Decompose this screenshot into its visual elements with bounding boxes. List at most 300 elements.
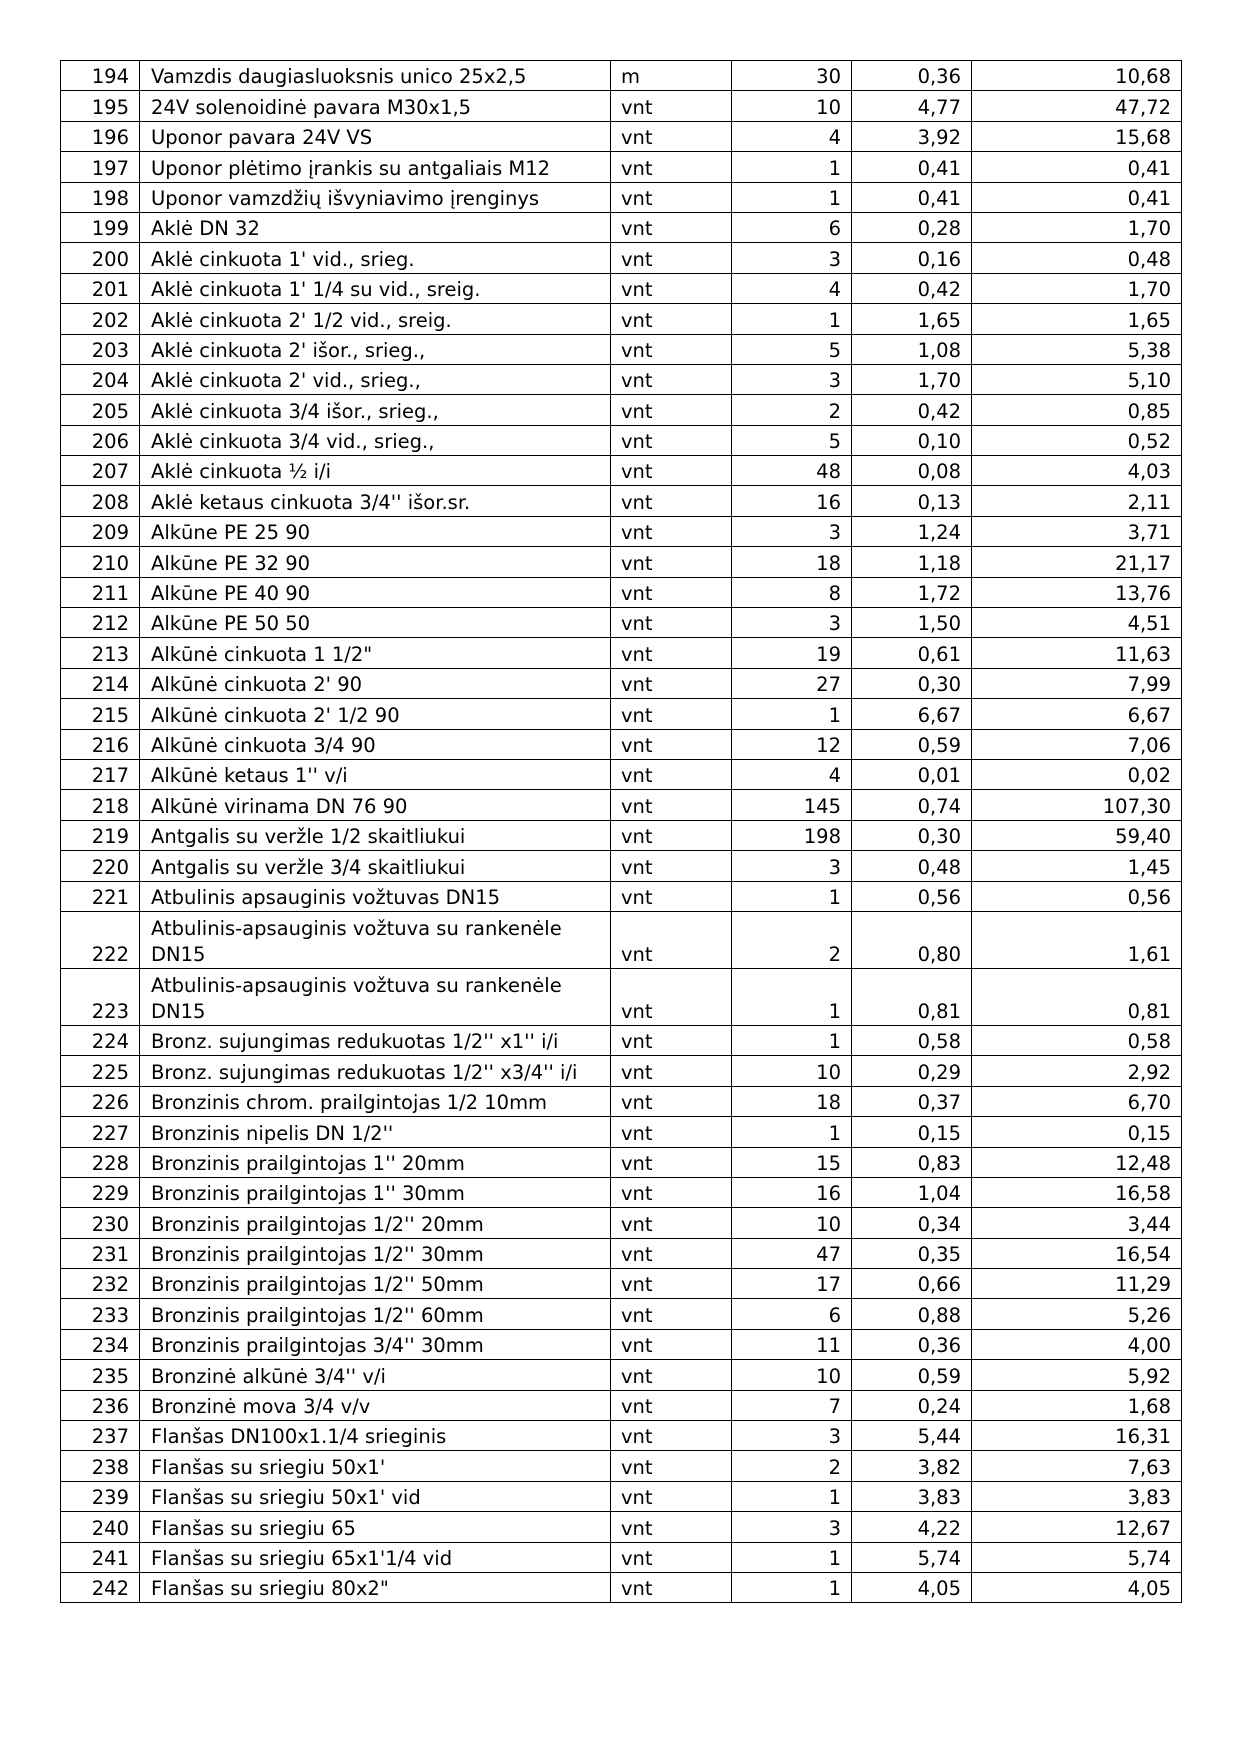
table-row [61,486,1182,516]
quantity-cell: 8 [732,577,852,607]
unit-cell: vnt [611,1056,732,1086]
quantity-cell: 4 [732,273,852,303]
row-number-cell: 209 [61,516,140,546]
unit-price-cell: 1,08 [852,334,972,364]
row-number-cell: 242 [61,1572,140,1602]
unit-cell: vnt [611,1117,732,1147]
total-cell: 3,44 [972,1208,1182,1238]
unit-cell: vnt [611,699,732,729]
unit-cell: vnt [611,547,732,577]
item-name-cell: Alkūnė cinkuota 2' 90 [140,668,611,698]
item-name-cell: Alkūnė cinkuota 1 1/2" [140,638,611,668]
row-number-cell: 201 [61,273,140,303]
item-name-cell: Antgalis su veržle 1/2 skaitliukui [140,820,611,850]
quantity-cell: 16 [732,486,852,516]
unit-price-cell: 0,36 [852,61,972,91]
item-name-cell: Aklė cinkuota 3/4 išor., srieg., [140,395,611,425]
quantity-cell: 1 [732,1542,852,1572]
unit-cell: vnt [611,1512,732,1542]
row-number-cell: 227 [61,1117,140,1147]
unit-price-cell: 0,41 [852,152,972,182]
table-row [61,1208,1182,1238]
unit-price-cell: 0,59 [852,1360,972,1390]
unit-cell: vnt [611,1147,732,1177]
quantity-cell: 1 [732,1481,852,1511]
quantity-cell: 1 [732,1025,852,1055]
item-name-cell: Antgalis su veržle 3/4 skaitliukui [140,851,611,881]
quantity-cell: 10 [732,1360,852,1390]
unit-cell: vnt [611,304,732,334]
unit-cell: vnt [611,968,732,1025]
item-name-cell: Bronzinis prailgintojas 3/4'' 30mm [140,1329,611,1359]
table-row [61,699,1182,729]
table-row [61,577,1182,607]
item-name-cell: Alkūnė ketaus 1'' v/i [140,759,611,789]
unit-cell: vnt [611,1025,732,1055]
row-number-cell: 236 [61,1390,140,1420]
unit-price-cell: 1,24 [852,516,972,546]
row-number-cell: 225 [61,1056,140,1086]
table-row [61,1025,1182,1055]
table-row [61,1056,1182,1086]
table-row [61,668,1182,698]
unit-cell: vnt [611,243,732,273]
item-name-cell: Bronzinis prailgintojas 1/2'' 50mm [140,1269,611,1299]
table-row [61,547,1182,577]
unit-cell: vnt [611,1299,732,1329]
quantity-cell: 48 [732,456,852,486]
row-number-cell: 232 [61,1269,140,1299]
quantity-cell: 5 [732,425,852,455]
unit-price-cell: 0,41 [852,182,972,212]
row-number-cell: 203 [61,334,140,364]
table-row [61,1390,1182,1420]
unit-cell: vnt [611,425,732,455]
quantity-cell: 6 [732,1299,852,1329]
item-name-cell: Flanšas DN100x1.1/4 srieginis [140,1421,611,1451]
row-number-cell: 198 [61,182,140,212]
table-row [61,1329,1182,1359]
unit-cell: vnt [611,1086,732,1116]
quantity-cell: 1 [732,1117,852,1147]
row-number-cell: 216 [61,729,140,759]
quantity-cell: 11 [732,1329,852,1359]
unit-cell: vnt [611,881,732,911]
total-cell: 0,41 [972,182,1182,212]
unit-price-cell: 0,30 [852,668,972,698]
quantity-cell: 1 [732,699,852,729]
unit-cell: vnt [611,486,732,516]
table-row [61,243,1182,273]
total-cell: 5,10 [972,364,1182,394]
quantity-cell: 18 [732,1086,852,1116]
unit-price-cell: 0,34 [852,1208,972,1238]
quantity-cell: 1 [732,304,852,334]
unit-cell: vnt [611,1208,732,1238]
item-name-cell: Atbulinis apsauginis vožtuvas DN15 [140,881,611,911]
item-name-cell: 24V solenoidinė pavara M30x1,5 [140,91,611,121]
total-cell: 21,17 [972,547,1182,577]
unit-cell: vnt [611,1269,732,1299]
item-name-cell: Aklė cinkuota 1' 1/4 su vid., sreig. [140,273,611,303]
unit-price-cell: 5,74 [852,1542,972,1572]
total-cell: 1,65 [972,304,1182,334]
item-name-cell: Aklė cinkuota 2' išor., srieg., [140,334,611,364]
row-number-cell: 223 [61,968,140,1025]
total-cell: 1,70 [972,212,1182,242]
table-row [61,759,1182,789]
item-name-cell: Vamzdis daugiasluoksnis unico 25x2,5 [140,61,611,91]
total-cell: 6,70 [972,1086,1182,1116]
total-cell: 4,03 [972,456,1182,486]
item-name-cell: Aklė cinkuota ½ i/i [140,456,611,486]
row-number-cell: 194 [61,61,140,91]
table-row [61,608,1182,638]
row-number-cell: 224 [61,1025,140,1055]
total-cell: 10,68 [972,61,1182,91]
unit-cell: vnt [611,668,732,698]
table-row [61,1086,1182,1116]
unit-cell: vnt [611,1329,732,1359]
table-row [61,820,1182,850]
total-cell: 6,67 [972,699,1182,729]
items-table-body [61,61,1182,1603]
table-row [61,516,1182,546]
row-number-cell: 206 [61,425,140,455]
total-cell: 3,71 [972,516,1182,546]
row-number-cell: 205 [61,395,140,425]
unit-cell: vnt [611,334,732,364]
table-row [61,121,1182,151]
row-number-cell: 214 [61,668,140,698]
table-row [61,729,1182,759]
total-cell: 1,45 [972,851,1182,881]
table-row [61,911,1182,968]
item-name-cell: Aklė cinkuota 2' 1/2 vid., sreig. [140,304,611,334]
unit-cell: vnt [611,1542,732,1572]
table-row [61,91,1182,121]
unit-cell: vnt [611,1481,732,1511]
table-row [61,182,1182,212]
quantity-cell: 3 [732,243,852,273]
total-cell: 16,54 [972,1238,1182,1268]
unit-cell: vnt [611,820,732,850]
item-name-cell: Aklė DN 32 [140,212,611,242]
row-number-cell: 237 [61,1421,140,1451]
unit-price-cell: 0,13 [852,486,972,516]
table-row [61,851,1182,881]
row-number-cell: 238 [61,1451,140,1481]
quantity-cell: 27 [732,668,852,698]
unit-price-cell: 0,29 [852,1056,972,1086]
unit-price-cell: 0,36 [852,1329,972,1359]
unit-cell: vnt [611,364,732,394]
total-cell: 0,41 [972,152,1182,182]
item-name-cell: Atbulinis-apsauginis vožtuva su rankenėle DN15 [140,911,611,968]
quantity-cell: 3 [732,516,852,546]
unit-cell: vnt [611,1177,732,1207]
total-cell: 5,38 [972,334,1182,364]
table-row [61,1147,1182,1177]
unit-cell: vnt [611,273,732,303]
quantity-cell: 198 [732,820,852,850]
unit-cell: vnt [611,911,732,968]
item-name-cell: Bronzinis prailgintojas 1/2'' 60mm [140,1299,611,1329]
unit-cell: vnt [611,1451,732,1481]
row-number-cell: 200 [61,243,140,273]
quantity-cell: 3 [732,1512,852,1542]
unit-price-cell: 0,10 [852,425,972,455]
table-row [61,1451,1182,1481]
item-name-cell: Bronzinis prailgintojas 1'' 20mm [140,1147,611,1177]
unit-cell: vnt [611,212,732,242]
row-number-cell: 204 [61,364,140,394]
unit-price-cell: 0,80 [852,911,972,968]
unit-price-cell: 0,01 [852,759,972,789]
row-number-cell: 222 [61,911,140,968]
table-row [61,790,1182,820]
quantity-cell: 2 [732,1451,852,1481]
unit-cell: vnt [611,790,732,820]
row-number-cell: 228 [61,1147,140,1177]
total-cell: 4,51 [972,608,1182,638]
unit-cell: vnt [611,759,732,789]
total-cell: 3,83 [972,1481,1182,1511]
quantity-cell: 7 [732,1390,852,1420]
total-cell: 1,68 [972,1390,1182,1420]
row-number-cell: 221 [61,881,140,911]
row-number-cell: 218 [61,790,140,820]
unit-cell: vnt [611,395,732,425]
table-row [61,364,1182,394]
unit-price-cell: 0,66 [852,1269,972,1299]
table-row [61,1572,1182,1602]
row-number-cell: 196 [61,121,140,151]
row-number-cell: 220 [61,851,140,881]
quantity-cell: 4 [732,759,852,789]
table-row [61,1117,1182,1147]
row-number-cell: 211 [61,577,140,607]
unit-price-cell: 1,72 [852,577,972,607]
unit-cell: vnt [611,516,732,546]
row-number-cell: 235 [61,1360,140,1390]
unit-price-cell: 0,08 [852,456,972,486]
unit-cell: m [611,61,732,91]
row-number-cell: 207 [61,456,140,486]
table-row [61,212,1182,242]
unit-price-cell: 3,83 [852,1481,972,1511]
unit-cell: vnt [611,1572,732,1602]
table-row [61,61,1182,91]
total-cell: 0,02 [972,759,1182,789]
unit-cell: vnt [611,638,732,668]
table-row [61,638,1182,668]
unit-price-cell: 0,48 [852,851,972,881]
total-cell: 12,67 [972,1512,1182,1542]
unit-cell: vnt [611,91,732,121]
quantity-cell: 12 [732,729,852,759]
unit-price-cell: 0,16 [852,243,972,273]
table-row [61,1421,1182,1451]
unit-price-cell: 4,05 [852,1572,972,1602]
row-number-cell: 239 [61,1481,140,1511]
unit-cell: vnt [611,577,732,607]
unit-price-cell: 1,70 [852,364,972,394]
unit-cell: vnt [611,851,732,881]
unit-cell: vnt [611,182,732,212]
row-number-cell: 202 [61,304,140,334]
row-number-cell: 199 [61,212,140,242]
total-cell: 5,74 [972,1542,1182,1572]
unit-cell: vnt [611,456,732,486]
item-name-cell: Flanšas su sriegiu 65 [140,1512,611,1542]
unit-cell: vnt [611,121,732,151]
row-number-cell: 240 [61,1512,140,1542]
total-cell: 4,00 [972,1329,1182,1359]
table-row [61,1177,1182,1207]
quantity-cell: 1 [732,968,852,1025]
total-cell: 59,40 [972,820,1182,850]
total-cell: 11,29 [972,1269,1182,1299]
table-row [61,1299,1182,1329]
quantity-cell: 1 [732,152,852,182]
quantity-cell: 3 [732,851,852,881]
quantity-cell: 1 [732,182,852,212]
item-name-cell: Bronz. sujungimas redukuotas 1/2'' x3/4'' i/i [140,1056,611,1086]
item-name-cell: Aklė cinkuota 2' vid., srieg., [140,364,611,394]
unit-cell: vnt [611,1421,732,1451]
unit-price-cell: 0,59 [852,729,972,759]
unit-cell: vnt [611,608,732,638]
unit-price-cell: 3,92 [852,121,972,151]
table-row [61,1542,1182,1572]
row-number-cell: 208 [61,486,140,516]
total-cell: 0,56 [972,881,1182,911]
total-cell: 47,72 [972,91,1182,121]
total-cell: 4,05 [972,1572,1182,1602]
unit-price-cell: 3,82 [852,1451,972,1481]
table-row [61,1360,1182,1390]
total-cell: 16,31 [972,1421,1182,1451]
item-name-cell: Uponor plėtimo įrankis su antgaliais M12 [140,152,611,182]
total-cell: 0,52 [972,425,1182,455]
unit-cell: vnt [611,152,732,182]
unit-price-cell: 0,35 [852,1238,972,1268]
unit-price-cell: 0,42 [852,395,972,425]
quantity-cell: 1 [732,881,852,911]
unit-cell: vnt [611,1360,732,1390]
total-cell: 7,99 [972,668,1182,698]
quantity-cell: 10 [732,1056,852,1086]
table-row [61,334,1182,364]
item-name-cell: Bronzinė mova 3/4 v/v [140,1390,611,1420]
item-name-cell: Bronz. sujungimas redukuotas 1/2'' x1'' i/i [140,1025,611,1055]
quantity-cell: 10 [732,91,852,121]
quantity-cell: 145 [732,790,852,820]
table-row [61,1512,1182,1542]
row-number-cell: 234 [61,1329,140,1359]
unit-price-cell: 1,18 [852,547,972,577]
unit-price-cell: 1,65 [852,304,972,334]
quantity-cell: 15 [732,1147,852,1177]
item-name-cell: Bronzinis prailgintojas 1'' 30mm [140,1177,611,1207]
unit-price-cell: 0,61 [852,638,972,668]
unit-cell: vnt [611,729,732,759]
total-cell: 0,81 [972,968,1182,1025]
row-number-cell: 215 [61,699,140,729]
unit-cell: vnt [611,1390,732,1420]
row-number-cell: 230 [61,1208,140,1238]
item-name-cell: Alkūne PE 40 90 [140,577,611,607]
item-name-cell: Uponor pavara 24V VS [140,121,611,151]
total-cell: 0,58 [972,1025,1182,1055]
unit-price-cell: 1,04 [852,1177,972,1207]
item-name-cell: Aklė cinkuota 3/4 vid., srieg., [140,425,611,455]
unit-price-cell: 0,15 [852,1117,972,1147]
item-name-cell: Alkūne PE 25 90 [140,516,611,546]
table-row [61,1269,1182,1299]
table-row [61,395,1182,425]
total-cell: 2,11 [972,486,1182,516]
item-name-cell: Bronzinė alkūnė 3/4'' v/i [140,1360,611,1390]
unit-price-cell: 6,67 [852,699,972,729]
quantity-cell: 17 [732,1269,852,1299]
total-cell: 0,85 [972,395,1182,425]
unit-price-cell: 4,77 [852,91,972,121]
unit-price-cell: 0,58 [852,1025,972,1055]
total-cell: 2,92 [972,1056,1182,1086]
quantity-cell: 47 [732,1238,852,1268]
unit-price-cell: 4,22 [852,1512,972,1542]
row-number-cell: 213 [61,638,140,668]
total-cell: 12,48 [972,1147,1182,1177]
row-number-cell: 195 [61,91,140,121]
table-row [61,968,1182,1025]
quantity-cell: 16 [732,1177,852,1207]
item-name-cell: Bronzinis nipelis DN 1/2'' [140,1117,611,1147]
item-name-cell: Alkūnė cinkuota 2' 1/2 90 [140,699,611,729]
item-name-cell: Bronzinis prailgintojas 1/2'' 20mm [140,1208,611,1238]
quantity-cell: 1 [732,1572,852,1602]
unit-price-cell: 0,74 [852,790,972,820]
quantity-cell: 19 [732,638,852,668]
quantity-cell: 3 [732,1421,852,1451]
table-row [61,881,1182,911]
item-name-cell: Flanšas su sriegiu 50x1' vid [140,1481,611,1511]
item-name-cell: Alkūne PE 32 90 [140,547,611,577]
unit-price-cell: 0,42 [852,273,972,303]
item-name-cell: Flanšas su sriegiu 50x1' [140,1451,611,1481]
table-row [61,1238,1182,1268]
table-row [61,456,1182,486]
quantity-cell: 6 [732,212,852,242]
total-cell: 5,92 [972,1360,1182,1390]
quantity-cell: 10 [732,1208,852,1238]
row-number-cell: 217 [61,759,140,789]
total-cell: 5,26 [972,1299,1182,1329]
table-row [61,273,1182,303]
unit-price-cell: 0,28 [852,212,972,242]
item-name-cell: Aklė cinkuota 1' vid., srieg. [140,243,611,273]
total-cell: 7,63 [972,1451,1182,1481]
unit-price-cell: 0,24 [852,1390,972,1420]
row-number-cell: 226 [61,1086,140,1116]
quantity-cell: 3 [732,364,852,394]
total-cell: 16,58 [972,1177,1182,1207]
quantity-cell: 5 [732,334,852,364]
total-cell: 1,61 [972,911,1182,968]
total-cell: 1,70 [972,273,1182,303]
